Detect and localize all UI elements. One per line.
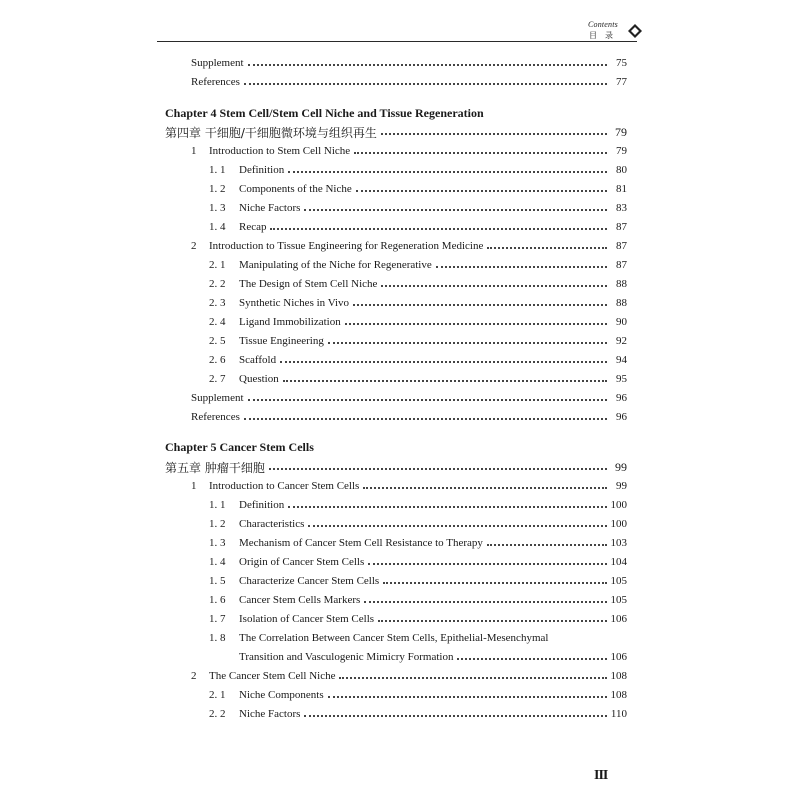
entry-number: 2 [191,240,197,252]
toc-entry[interactable] [209,218,627,236]
entry-page: 83 [616,202,627,214]
entry-title: Supplement [191,57,244,69]
entry-page: 80 [616,164,627,176]
dot-leader [378,612,606,622]
dot-leader [363,479,607,489]
entry-title: Ligand Immobilization [239,316,341,328]
entry-page: 100 [610,518,627,530]
dot-leader [280,353,607,363]
toc-entry[interactable] [209,515,627,533]
dot-leader [328,334,607,344]
entry-title: Transition and Vasculogenic Mimicry Formation [239,651,454,663]
entry-title: The Correlation Between Cancer Stem Cells, Epithelial-Mesenchymal [239,632,549,644]
toc-entry[interactable] [191,389,627,407]
toc-entry[interactable] [209,370,627,388]
entry-title: Question [239,373,279,385]
entry-title: Niche Components [239,689,324,701]
entry-page: 99 [615,459,627,474]
entry-number: 1 [191,480,197,492]
entry-number: 1. 6 [209,594,226,606]
dot-leader [356,182,607,192]
entry-page: 108 [610,689,627,701]
entry-page: 106 [610,613,627,625]
chapter-5-cn-entry[interactable] [165,458,627,476]
toc-entry[interactable] [191,667,627,685]
dot-leader [244,75,607,85]
entry-title: Characteristics [239,518,305,530]
toc-entry[interactable] [209,332,627,350]
toc-entry[interactable] [209,294,627,312]
dot-leader [328,688,607,698]
entry-number: 1. 4 [209,556,226,568]
entry-page: 110 [610,708,627,720]
entry-page: 75 [616,57,627,69]
toc-entry[interactable] [209,686,627,704]
dot-leader [248,391,607,401]
entry-title: Components of the Niche [239,183,352,195]
toc-entry[interactable] [209,553,627,571]
dot-leader [244,410,607,420]
header-contents-en: Contents [587,20,618,29]
toc-entry[interactable] [209,534,627,552]
entry-page: 87 [616,259,627,271]
entry-title: Tissue Engineering [239,335,324,347]
entry-title: Isolation of Cancer Stem Cells [239,613,375,625]
toc-entry[interactable] [209,572,627,590]
dot-leader [269,460,607,470]
entry-number: 1. 1 [209,499,226,511]
toc-entry[interactable] [191,237,627,255]
toc-entry[interactable] [209,610,627,628]
entry-number: 2. 1 [209,689,226,701]
entry-number: 2. 1 [209,259,226,271]
toc-entry[interactable] [191,477,627,495]
entry-number: 2. 5 [209,335,226,347]
entry-number: 1. 5 [209,575,226,587]
entry-number: 2. 4 [209,316,226,328]
entry-title: Introduction to Cancer Stem Cells [209,480,360,492]
toc-entry[interactable] [209,313,627,331]
entry-page: 79 [615,124,627,139]
toc-entry[interactable] [209,705,627,723]
entry-page: 95 [616,373,627,385]
entry-page: 79 [616,145,627,157]
dot-leader [457,650,606,660]
entry-number: 1. 2 [209,183,226,195]
entry-number: 1 [191,145,197,157]
chapter-4-cn-entry[interactable] [165,123,627,141]
dot-leader [283,372,607,382]
header-rule [157,41,637,42]
entry-page: 103 [610,537,627,549]
toc-entry[interactable] [209,199,627,217]
entry-title: 第五章 肿瘤干细胞 [165,460,265,475]
header-contents-cn: 目 录 [589,31,616,40]
entry-title: References [191,411,240,423]
dot-leader [354,144,607,154]
toc-entry[interactable] [209,591,627,609]
chapter-5-title: Chapter 5 Cancer Stem Cells [165,440,314,454]
entry-title: Characterize Cancer Stem Cells [239,575,380,587]
entry-title: Manipulating of the Niche for Regenerative [239,259,432,271]
entry-title: Introduction to Tissue Engineering for Regeneration Medicine [209,240,484,252]
entry-title: Supplement [191,392,244,404]
dot-leader [381,125,607,135]
entry-page: 87 [616,240,627,252]
entry-number: 2 [191,670,197,682]
dot-leader [353,296,607,306]
entry-page: 94 [616,354,627,366]
entry-title: Cancer Stem Cells Markers [239,594,361,606]
entry-number: 1. 3 [209,537,226,549]
entry-number: 1. 7 [209,613,226,625]
entry-page: 77 [616,76,627,88]
entry-page: 99 [616,480,627,492]
dot-leader [364,593,606,603]
entry-page: 96 [616,392,627,404]
entry-title: Mechanism of Cancer Stem Cell Resistance to Therapy [239,537,483,549]
entry-page: 106 [610,651,627,663]
dot-leader [383,574,606,584]
dot-leader [248,56,607,66]
dot-leader [436,258,607,268]
entry-page: 87 [616,221,627,233]
entry-number: 2. 7 [209,373,226,385]
entry-title: Niche Factors [239,708,301,720]
toc-entry[interactable] [209,256,627,274]
entry-number: 2. 2 [209,278,226,290]
entry-title: Definition [239,164,285,176]
entry-page: 81 [616,183,627,195]
entry-title: 第四章 干细胞/干细胞微环境与组织再生 [165,125,377,140]
entry-page: 88 [616,297,627,309]
dot-leader [288,163,607,173]
entry-title: Origin of Cancer Stem Cells [239,556,365,568]
entry-page: 88 [616,278,627,290]
dot-leader [304,707,607,717]
dot-leader [339,669,606,679]
dot-leader [304,201,607,211]
entry-title: The Cancer Stem Cell Niche [209,670,336,682]
dot-leader [270,220,607,230]
dot-leader [308,517,606,527]
entry-page: 92 [616,335,627,347]
entry-number: 2. 2 [209,708,226,720]
entry-page: 104 [610,556,627,568]
toc-entry-references[interactable] [191,73,627,91]
entry-page: 105 [610,575,627,587]
toc-entry[interactable] [209,161,627,179]
entry-number: 1. 1 [209,164,226,176]
entry-number: 2. 6 [209,354,226,366]
toc-entry[interactable] [209,351,627,369]
dot-leader [381,277,607,287]
toc-entry[interactable] [209,180,627,198]
entry-number: 1. 2 [209,518,226,530]
dot-leader [288,498,606,508]
toc-entry[interactable] [239,648,627,666]
entry-page: 105 [610,594,627,606]
toc-entry-supplement[interactable] [191,54,627,72]
dot-leader [345,315,607,325]
entry-title: Recap [239,221,267,233]
toc-entry[interactable] [191,408,627,426]
dot-leader [487,239,607,249]
entry-number: 1. 3 [209,202,226,214]
toc-entry[interactable] [191,142,627,160]
entry-page: 100 [610,499,627,511]
entry-title: Definition [239,499,285,511]
toc-entry[interactable] [209,629,627,647]
toc-entry[interactable] [209,275,627,293]
entry-title: Introduction to Stem Cell Niche [209,145,351,157]
page-number: III [594,768,608,783]
dot-leader [368,555,606,565]
entry-title: Scaffold [239,354,277,366]
entry-page: 108 [610,670,627,682]
entry-title: The Design of Stem Cell Niche [239,278,378,290]
entry-number: 1. 8 [209,632,226,644]
chapter-4-title: Chapter 4 Stem Cell/Stem Cell Niche and Tissue Regeneration [165,106,484,120]
toc-entry[interactable] [209,496,627,514]
entry-number: 2. 3 [209,297,226,309]
entry-page: 96 [616,411,627,423]
dot-leader [487,536,607,546]
entry-number: 1. 4 [209,221,226,233]
entry-page: 90 [616,316,627,328]
entry-title: Niche Factors [239,202,301,214]
entry-title: Synthetic Niches in Vivo [239,297,350,309]
entry-title: References [191,76,240,88]
diamond-ornament-icon [628,24,642,38]
